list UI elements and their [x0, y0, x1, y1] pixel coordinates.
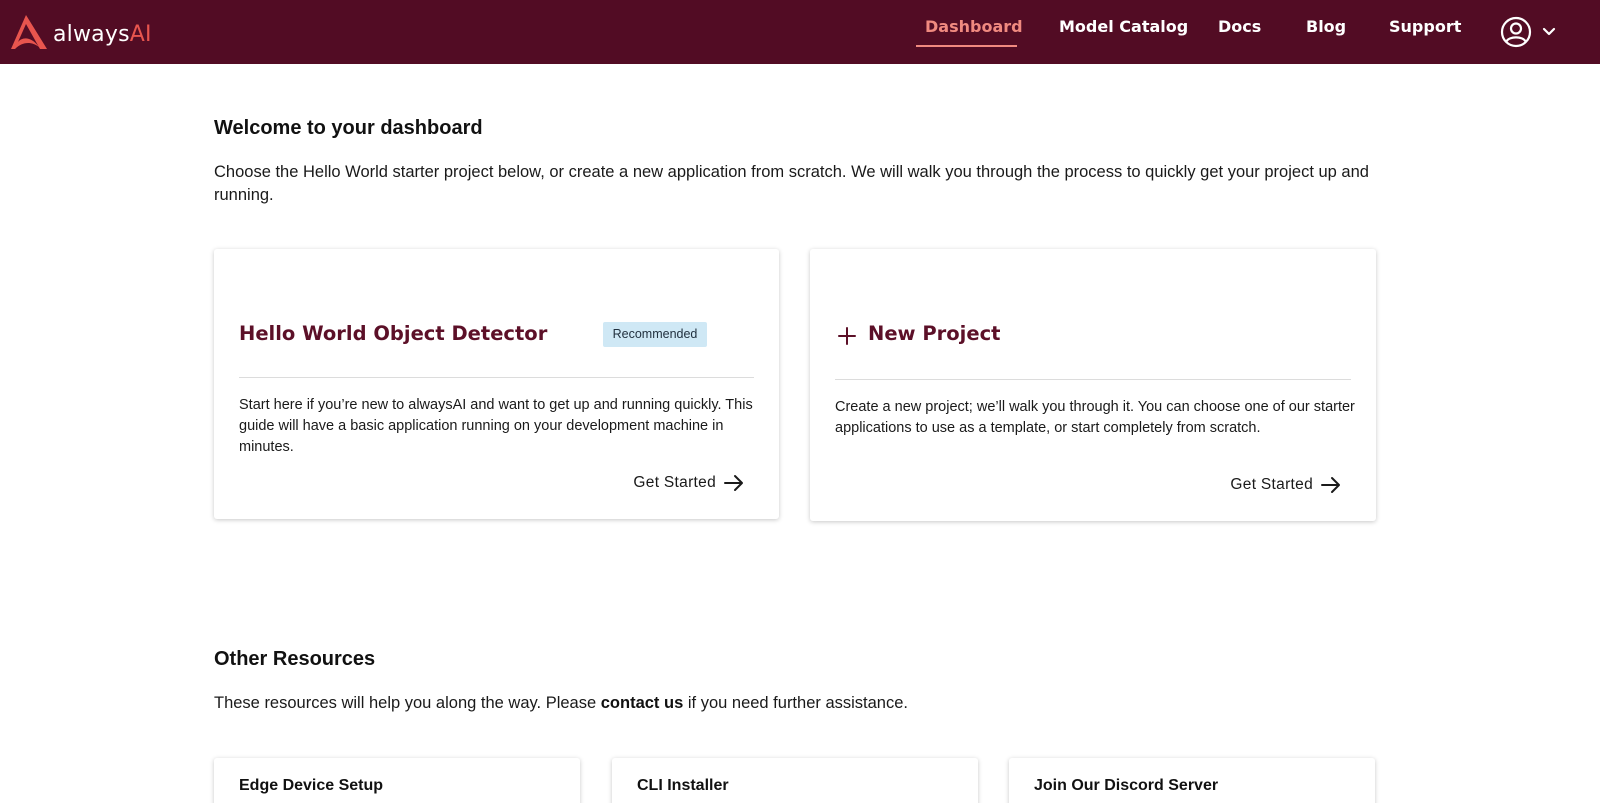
plus-icon: [836, 325, 858, 347]
cli-installer-card[interactable]: [612, 758, 978, 803]
card-description: Start here if you’re new to alwaysAI and want to get up and running quickly. This guide will have a basic application running on your development machine in minutes.: [239, 397, 753, 455]
resources-text-before: These resources will help you along the way. Please: [214, 694, 601, 712]
get-started-label: Get Started: [633, 474, 716, 491]
logo-wordmark: alwaysAI: [53, 22, 152, 47]
nav-support[interactable]: Support: [1389, 17, 1462, 36]
get-started-label: Get Started: [1230, 476, 1313, 493]
logo-mark-icon: [9, 14, 49, 50]
resources-title: Other Resources: [214, 648, 376, 670]
get-started-link[interactable]: [633, 474, 744, 492]
resources-text-after: if you need further assistance.: [683, 694, 908, 712]
nav-model-catalog[interactable]: Model Catalog: [1059, 17, 1189, 36]
nav-docs[interactable]: Docs: [1218, 17, 1262, 36]
resources-text: [214, 694, 908, 713]
get-started-link[interactable]: [1230, 476, 1341, 494]
card-title: New Project: [868, 322, 1001, 345]
hello-world-card[interactable]: [214, 249, 779, 519]
user-circle-icon: [1502, 18, 1530, 46]
arrow-right-icon: [1321, 476, 1341, 494]
card-divider: [239, 377, 754, 378]
contact-us-link[interactable]: contact us: [600, 694, 684, 712]
card-description: Create a new project; we’ll walk you through it. You can choose one of our starter applications to use as a template, or start completely from scratch.: [835, 399, 1355, 436]
chevron-down-icon: [1544, 29, 1554, 34]
card-title: Hello World Object Detector: [239, 322, 548, 345]
welcome-text: Choose the Hello World starter project below, or create a new application from scratch. We will walk you through the process to quickly get your project up and running.: [214, 163, 1369, 204]
alwaysai-logo[interactable]: [9, 12, 152, 50]
edge-device-setup-card[interactable]: [214, 758, 580, 803]
active-nav-indicator: [916, 45, 1017, 47]
nav-blog[interactable]: Blog: [1306, 17, 1347, 36]
arrow-right-icon: [724, 474, 744, 492]
card-divider: [835, 379, 1351, 380]
welcome-title: Welcome to your dashboard: [214, 117, 483, 139]
resource-card-title: CLI Installer: [637, 777, 729, 794]
new-project-card[interactable]: [810, 249, 1376, 521]
top-nav-bar: [0, 0, 1600, 64]
user-menu-button[interactable]: [1500, 16, 1562, 48]
nav-dashboard[interactable]: Dashboard: [925, 17, 1023, 36]
recommended-badge: Recommended: [603, 322, 707, 347]
resource-card-title: Join Our Discord Server: [1034, 777, 1219, 794]
discord-server-card[interactable]: [1009, 758, 1375, 803]
resource-card-title: Edge Device Setup: [239, 777, 384, 794]
